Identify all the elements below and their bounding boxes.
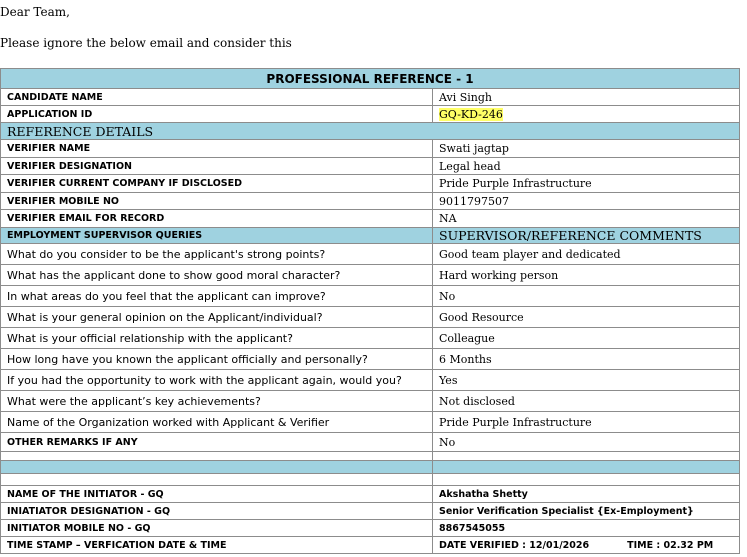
reference-table	[0, 68, 740, 554]
verifier-label: VERIFIER EMAIL FOR RECORD	[1, 210, 433, 228]
table-title: PROFESSIONAL REFERENCE - 1	[1, 69, 740, 89]
note-text: Please ignore the below email and consider this	[0, 36, 292, 50]
query-answer: Pride Purple Infrastructure	[433, 412, 740, 433]
verifier-label: VERIFIER MOBILE NO	[1, 193, 433, 210]
query-question: What were the applicant’s key achievements?	[1, 391, 433, 412]
comments-header: SUPERVISOR/REFERENCE COMMENTS	[433, 228, 740, 244]
application-id-label: APPLICATION ID	[1, 106, 433, 123]
application-id-row	[1, 106, 740, 123]
initiator-name-label: NAME OF THE INITIATOR - GQ	[1, 486, 433, 503]
verifier-value: 9011797507	[433, 193, 740, 210]
verified-date: DATE VERIFIED : 12/01/2026	[439, 539, 590, 551]
verifier-value: Pride Purple Infrastructure	[433, 175, 740, 193]
remarks-value: No	[433, 433, 740, 452]
teal-spacer-row	[1, 461, 740, 474]
verifier-row	[1, 140, 740, 158]
query-answer: Good team player and dedicated	[433, 244, 740, 265]
application-id-value: GQ-KD-246	[439, 107, 503, 121]
verifier-label: VERIFIER NAME	[1, 140, 433, 158]
query-question: What do you consider to be the applicant's strong points?	[1, 244, 433, 265]
initiator-name-row	[1, 486, 740, 503]
query-row	[1, 244, 740, 265]
initiator-mobile-value: 8867545055	[433, 520, 740, 537]
query-answer: Hard working person	[433, 265, 740, 286]
spacer-row	[1, 474, 740, 486]
query-question: What has the applicant done to show good moral character?	[1, 265, 433, 286]
reference-details-header: REFERENCE DETAILS	[1, 123, 740, 140]
verifier-value: Swati jagtap	[433, 140, 740, 158]
query-question: Name of the Organization worked with Applicant & Verifier	[1, 412, 433, 433]
spacer-row	[1, 452, 740, 461]
queries-header-row	[1, 228, 740, 244]
candidate-name-row	[1, 89, 740, 106]
query-answer: 6 Months	[433, 349, 740, 370]
timestamp-label: TIME STAMP – VERFICATION DATE & TIME	[1, 537, 433, 554]
verifier-row	[1, 210, 740, 228]
verifier-row	[1, 158, 740, 175]
query-question: What is your official relationship with the applicant?	[1, 328, 433, 349]
verifier-row	[1, 175, 740, 193]
reference-details-row	[1, 123, 740, 140]
queries-header: EMPLOYMENT SUPERVISOR QUERIES	[1, 228, 433, 244]
timestamp-value	[433, 537, 740, 554]
query-row	[1, 328, 740, 349]
query-row	[1, 265, 740, 286]
query-row	[1, 391, 740, 412]
initiator-mobile-label: INITIATOR MOBILE NO - GQ	[1, 520, 433, 537]
query-row	[1, 370, 740, 391]
query-answer: No	[433, 286, 740, 307]
query-question: What is your general opinion on the Applicant/individual?	[1, 307, 433, 328]
query-question: If you had the opportunity to work with the applicant again, would you?	[1, 370, 433, 391]
query-row	[1, 412, 740, 433]
candidate-name-label: CANDIDATE NAME	[1, 89, 433, 106]
query-answer: Colleague	[433, 328, 740, 349]
initiator-designation-label: INIATIATOR DESIGNATION - GQ	[1, 503, 433, 520]
greeting-text: Dear Team,	[0, 5, 70, 19]
verifier-label: VERIFIER DESIGNATION	[1, 158, 433, 175]
initiator-designation-row	[1, 503, 740, 520]
query-row	[1, 286, 740, 307]
verifier-label: VERIFIER CURRENT COMPANY IF DISCLOSED	[1, 175, 433, 193]
remarks-row	[1, 433, 740, 452]
initiator-mobile-row	[1, 520, 740, 537]
initiator-name-value: Akshatha Shetty	[433, 486, 740, 503]
query-question: In what areas do you feel that the applicant can improve?	[1, 286, 433, 307]
verifier-value: Legal head	[433, 158, 740, 175]
verifier-row	[1, 193, 740, 210]
candidate-name-value: Avi Singh	[433, 89, 740, 106]
verified-time: TIME : 02.32 PM	[627, 539, 714, 551]
query-row	[1, 349, 740, 370]
query-question: How long have you known the applicant officially and personally?	[1, 349, 433, 370]
query-answer: Yes	[433, 370, 740, 391]
query-answer: Not disclosed	[433, 391, 740, 412]
timestamp-row	[1, 537, 740, 554]
verifier-value: NA	[433, 210, 740, 228]
initiator-designation-value: Senior Verification Specialist {Ex-Employment}	[433, 503, 740, 520]
remarks-label: OTHER REMARKS IF ANY	[1, 433, 433, 452]
title-row	[1, 69, 740, 89]
query-row	[1, 307, 740, 328]
query-answer: Good Resource	[433, 307, 740, 328]
